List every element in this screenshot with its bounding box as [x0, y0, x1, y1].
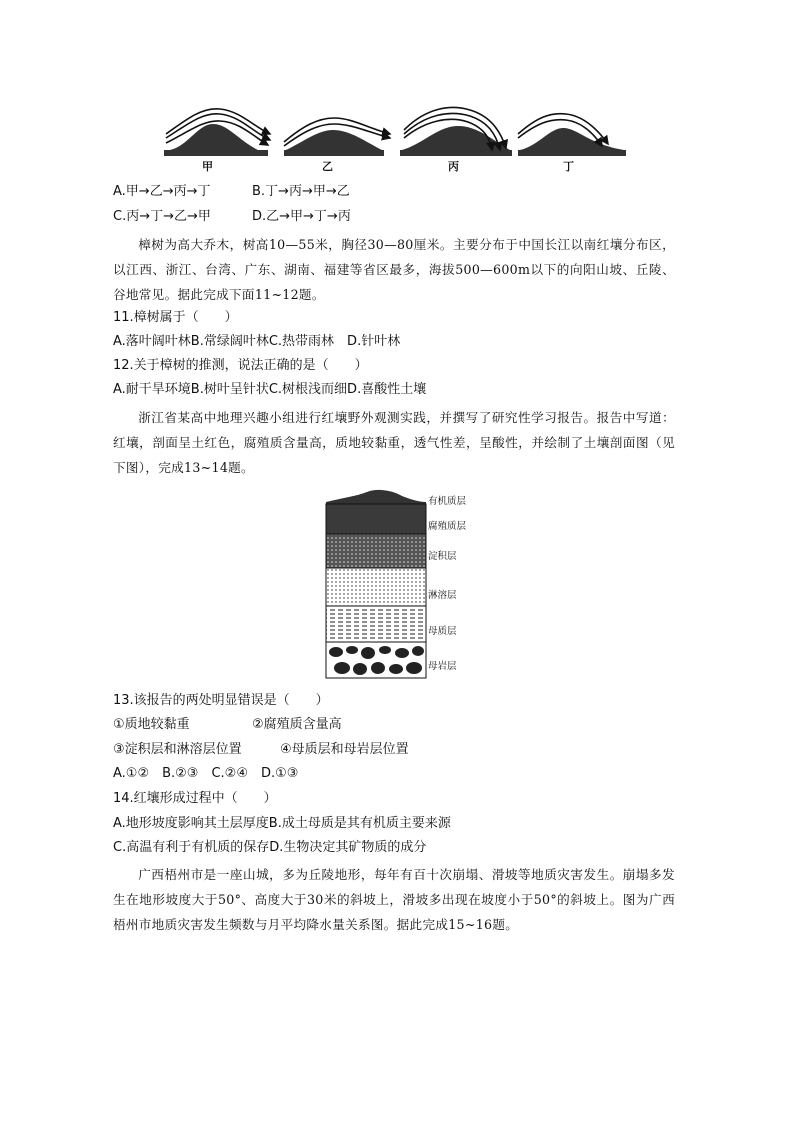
q12-options: A.耐干旱环境B.树叶呈针状C.树根浅而细D.喜酸性土壤 — [113, 382, 427, 397]
soil-layer-parent-material: 母质层 — [428, 626, 457, 637]
dune-diagram-ding — [518, 114, 626, 156]
q10-option-b: B.丁→丙→甲→乙 — [252, 184, 350, 199]
dune-diagram-yi — [284, 118, 390, 156]
passage-redsoil: 浙江省某高中地理兴趣小组进行红壤野外观测实践，并撰写了研究性学习报告。报告中写道：红壤，剖面呈土红色，腐殖质含量高，质地较黏重，透气性差，呈酸性，并绘制了土壤剖面图（见下图），完成13~14题。 — [113, 410, 675, 475]
dune-label-bing: 丙 — [448, 160, 459, 173]
soil-profile-figure — [322, 488, 428, 680]
q11-options: A.落叶阔叶林B.常绿阔叶林C.热带雨林 D.针叶林 — [113, 334, 401, 349]
soil-layer-humus: 腐殖质层 — [428, 521, 467, 532]
q14-stem: 14.红壤形成过程中（ ） — [113, 791, 277, 806]
dune-diagram-bing — [400, 107, 512, 156]
soil-layer-illuvial: 淀积层 — [428, 551, 457, 562]
q13-option-1: ①质地较黏重 — [113, 717, 190, 732]
dune-label-jia: 甲 — [202, 160, 213, 173]
q13-option-3: ③淀积层和淋溶层位置 — [113, 742, 242, 757]
q13-choices: A.①② B.②③ C.②④ D.①③ — [113, 766, 299, 781]
q12-stem: 12.关于樟树的推测，说法正确的是（ ） — [113, 358, 368, 373]
dune-diagram-jia — [164, 109, 270, 156]
q11-stem: 11.樟树属于（ ） — [113, 310, 238, 325]
q13-stem: 13.该报告的两处明显错误是（ ） — [113, 693, 329, 708]
q10-option-c: C.丙→丁→乙→甲 — [113, 209, 211, 224]
passage-camphor: 樟树为高大乔木，树高10—55米，胸径30—80厘米。主要分布于中国长江以南红壤分布区，以江西、浙江、台湾、广东、湖南、福建等省区最多，海拔500—600m以下的向阳山坡、丘陵、谷地常见。据此完成下面11~12题。 — [113, 237, 675, 302]
dune-label-yi: 乙 — [322, 160, 333, 173]
passage-wuzhou: 广西梧州市是一座山城，多为丘陵地形，每年有百十次崩塌、滑坡等地质灾害发生。崩塌多发生在地形坡度大于50°、高度大于30米的斜坡上，滑坡多出现在坡度小于50°的斜坡上。图为广西梧州市地质灾害发生频数与月平均降水量关系图。据此完成15~16题。 — [113, 867, 675, 932]
q13-option-2: ②腐殖质含量高 — [252, 717, 342, 732]
soil-layer-bedrock: 母岩层 — [428, 661, 457, 672]
q10-option-a: A.甲→乙→丙→丁 — [113, 184, 211, 199]
q14-options-line1: A.地形坡度影响其土层厚度B.成土母质是其有机质主要来源 — [113, 816, 451, 831]
q13-option-4: ④母质层和母岩层位置 — [280, 742, 409, 757]
soil-layer-organic: 有机质层 — [428, 496, 467, 507]
q10-option-d: D.乙→甲→丁→丙 — [252, 209, 351, 224]
soil-layer-eluvial: 淋溶层 — [428, 590, 457, 601]
dune-label-ding: 丁 — [563, 160, 574, 173]
q14-options-line2: C.高温有利于有机质的保存D.生物决定其矿物质的成分 — [113, 840, 427, 855]
